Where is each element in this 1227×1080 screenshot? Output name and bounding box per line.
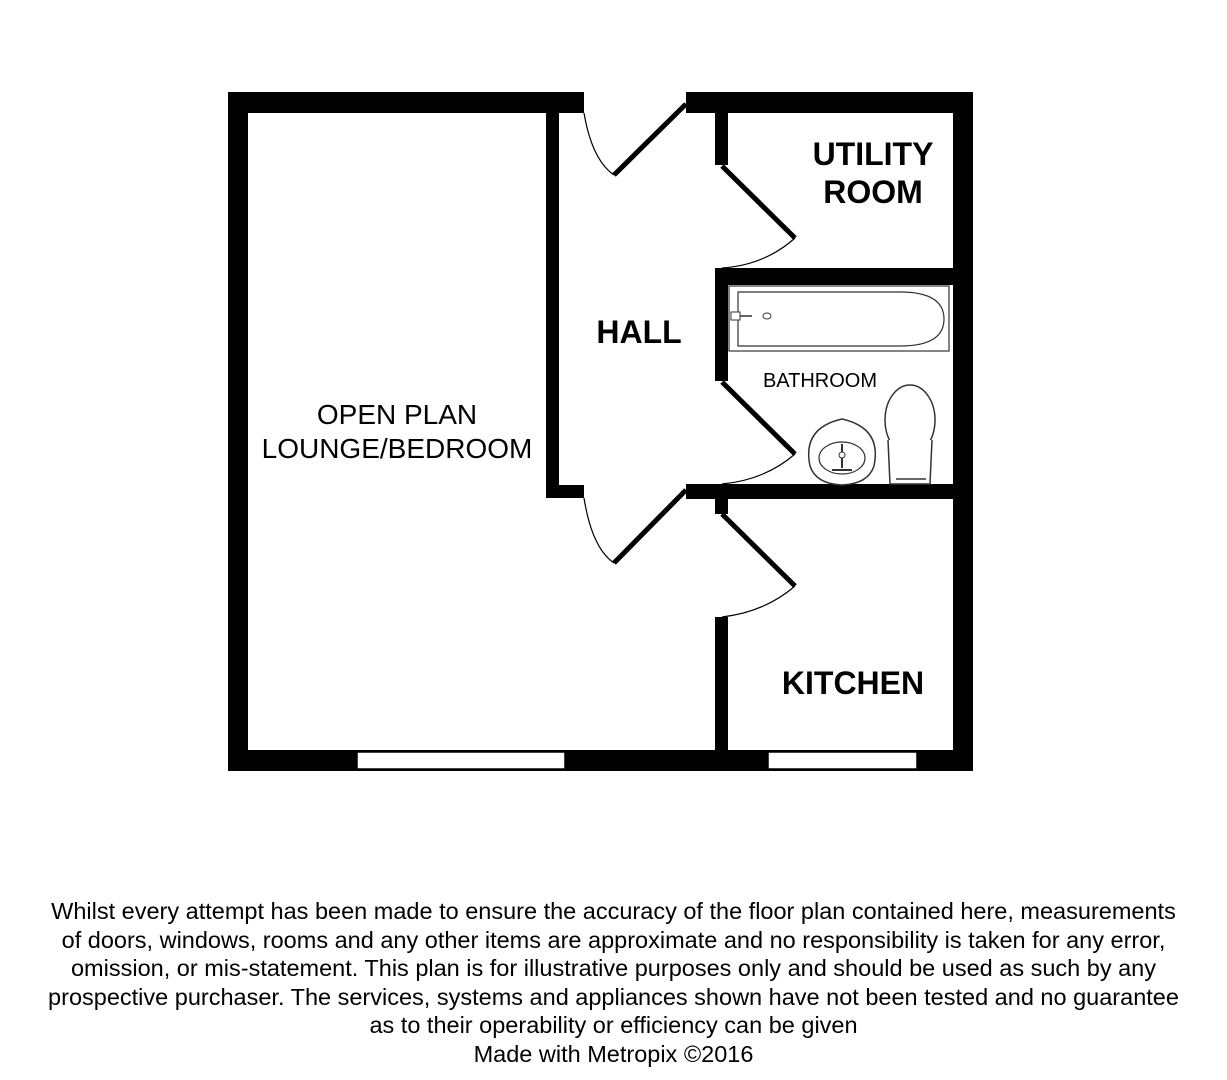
doors — [584, 104, 795, 617]
utility-door-swing — [722, 238, 795, 268]
credit-line: Made with Metropix ©2016 — [473, 1040, 754, 1067]
wall-top-left — [228, 92, 584, 113]
lounge-label-line2: LOUNGE/BEDROOM — [261, 433, 533, 464]
wall-hall-east-upper — [715, 113, 728, 165]
bath-icon — [729, 286, 949, 351]
wall-utility-bathroom — [715, 268, 973, 285]
disclaimer-text — [0, 897, 1227, 1068]
disclaimer-line-2: of doors, windows, rooms and any other items are approximate and no responsibility is taken for any error, — [61, 926, 1166, 953]
room-labels — [262, 136, 934, 701]
utility-label-line1: UTILITY — [812, 136, 934, 172]
wall-top-right — [686, 92, 973, 113]
lounge-label-line1: OPEN PLAN — [316, 399, 478, 430]
bathroom-door-swing — [722, 454, 795, 484]
window-lounge — [357, 752, 565, 769]
toilet-icon — [885, 385, 935, 484]
bathroom-door-leaf — [722, 382, 795, 454]
wall-right — [953, 92, 973, 771]
lounge-door-leaf — [614, 490, 686, 563]
kitchen-door-swing — [722, 586, 795, 617]
window-kitchen — [768, 752, 917, 769]
hall-label: HALL — [596, 314, 682, 350]
entrance-door-swing — [584, 113, 614, 175]
wall-kitchen-west — [715, 617, 728, 757]
entrance-door-leaf — [614, 104, 686, 175]
lounge-door-swing — [584, 498, 614, 563]
disclaimer-line-3: omission, or mis-statement. This plan is for illustrative purposes only and should be used as such by any — [70, 955, 1157, 981]
disclaimer-line-1: Whilst every attempt has been made to ensure the accuracy of the floor plan contained here, measurements — [51, 898, 1176, 924]
wall-hall-west — [546, 113, 559, 498]
wall-bathroom-kitchen — [686, 484, 973, 499]
wall-hall-south-stub — [546, 485, 584, 498]
kitchen-door-leaf — [722, 514, 795, 586]
bathroom-label: BATHROOM — [762, 370, 878, 392]
disclaimer-line-5: as to their operability or efficiency can be given — [369, 1012, 858, 1038]
wall-left — [228, 92, 248, 771]
kitchen-label: KITCHEN — [781, 665, 925, 701]
wall-hall-east-mid — [715, 270, 728, 381]
utility-door-leaf — [722, 166, 795, 238]
utility-label-line2: ROOM — [823, 174, 923, 210]
basin-icon — [809, 419, 876, 485]
disclaimer-line-4: prospective purchaser. The services, systems and appliances shown have not been tested and no guarantee — [48, 983, 1179, 1010]
